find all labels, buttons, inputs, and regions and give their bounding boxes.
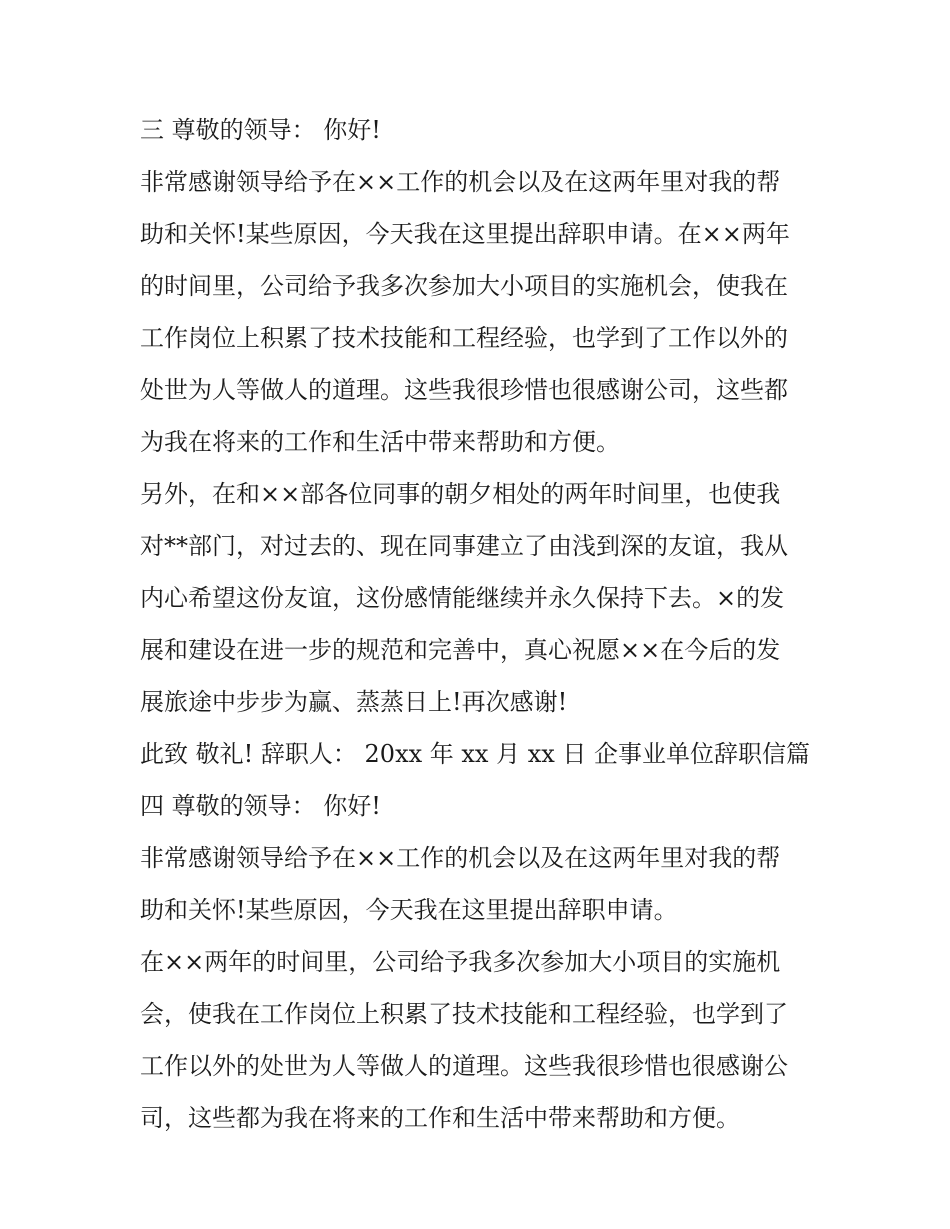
text-line: 此致 敬礼! 辞职人： 20xx 年 xx 月 xx 日 企事业单位辞职信篇 xyxy=(140,740,811,768)
text-line: 非常感谢领导给予在××工作的机会以及在这两年里对我的帮 xyxy=(140,844,781,872)
text-line: 对**部门，对过去的、现在同事建立了由浅到深的友谊，我从 xyxy=(140,532,788,560)
text-line: 在××两年的时间里，公司给予我多次参加大小项目的实施机 xyxy=(140,948,781,976)
text-line: 另外，在和××部各位同事的朝夕相处的两年时间里，也使我 xyxy=(140,480,781,508)
text-line: 三 尊敬的领导： 你好! xyxy=(140,116,381,144)
text-line: 四 尊敬的领导： 你好! xyxy=(140,792,381,820)
text-line: 工作以外的处世为人等做人的道理。这些我很珍惜也很感谢公 xyxy=(140,1052,788,1080)
text-line: 助和关怀!某些原因，今天我在这里提出辞职申请。 xyxy=(140,896,678,924)
text-line: 内心希望这份友谊，这份感情能继续并永久保持下去。×的发 xyxy=(140,584,785,612)
text-line: 助和关怀!某些原因，今天我在这里提出辞职申请。在××两年 xyxy=(140,220,790,248)
text-line: 为我在将来的工作和生活中带来帮助和方便。 xyxy=(140,428,620,456)
text-line: 展旅途中步步为赢、蒸蒸日上!再次感谢! xyxy=(140,688,568,716)
text-line: 会，使我在工作岗位上积累了技术技能和工程经验，也学到了 xyxy=(140,1000,788,1028)
text-line: 展和建设在进一步的规范和完善中，真心祝愿××在今后的发 xyxy=(140,636,781,664)
text-line: 的时间里，公司给予我多次参加大小项目的实施机会，使我在 xyxy=(140,272,788,300)
document-body xyxy=(140,104,820,1144)
text-line: 工作岗位上积累了技术技能和工程经验，也学到了工作以外的 xyxy=(140,324,788,352)
text-line: 司，这些都为我在将来的工作和生活中带来帮助和方便。 xyxy=(140,1104,740,1132)
text-line: 非常感谢领导给予在××工作的机会以及在这两年里对我的帮 xyxy=(140,168,781,196)
text-line: 处世为人等做人的道理。这些我很珍惜也很感谢公司，这些都 xyxy=(140,376,788,404)
